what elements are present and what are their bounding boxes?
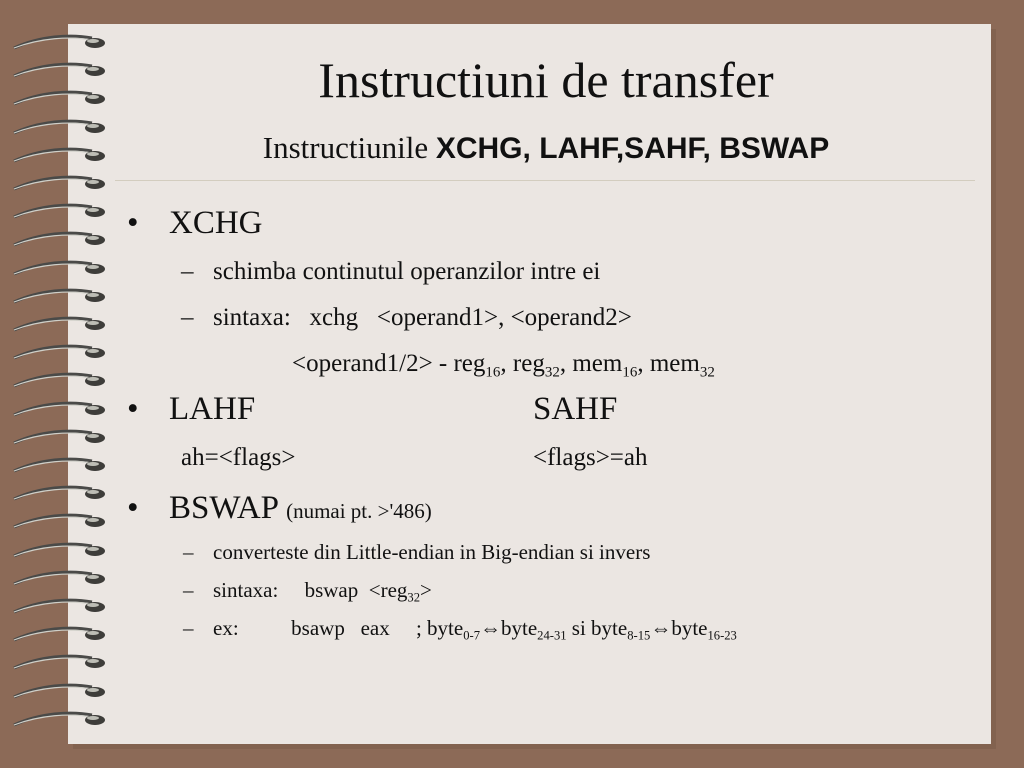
xchg-operands (292, 350, 715, 381)
bswap-example (213, 616, 737, 641)
example-sub: 16-23 (707, 628, 737, 643)
spiral-coil-icon (0, 425, 112, 451)
subtitle-instructions: XCHG, LAHF,SAHF, BSWAP (435, 132, 830, 165)
spiral-coil-icon (0, 284, 112, 310)
operands-sub: 32 (544, 364, 560, 381)
bullet-bswap (169, 490, 432, 527)
spiral-coil-icon (0, 368, 112, 394)
operands-text: , reg (500, 350, 545, 377)
dash-marker: – (181, 258, 194, 285)
example-text: byte (671, 616, 708, 640)
example-text: ex: bsawp eax ; byte (213, 616, 464, 640)
xchg-syntax: sintaxa: xchg <operand1>, <operand2> (213, 304, 632, 331)
dash-marker: – (183, 616, 194, 640)
example-text: byte (501, 616, 538, 640)
spiral-coil-icon (0, 650, 112, 676)
spiral-coil-icon (0, 340, 112, 366)
dash-marker: – (183, 578, 194, 602)
spiral-coil-icon (0, 707, 112, 733)
bullet-marker: • (127, 391, 139, 427)
operands-text: , mem (559, 350, 623, 377)
syntax-text: > (419, 578, 432, 602)
spiral-coil-icon (0, 622, 112, 648)
operands-text: <operand1/2> - reg (292, 350, 486, 377)
spiral-coil-icon (0, 481, 112, 507)
swap-arrow-icon: ⇔ (480, 616, 501, 640)
operands-sub: 16 (485, 364, 501, 381)
bullet-sahf: SAHF (533, 391, 618, 427)
example-text: si byte (566, 616, 628, 640)
spiral-coil-icon (0, 453, 112, 479)
xchg-description: schimba continutul operanzilor intre ei (213, 258, 601, 285)
spiral-coil-icon (0, 679, 112, 705)
example-sub: 24-31 (537, 628, 567, 643)
dash-marker: – (183, 540, 194, 564)
spiral-coil-icon (0, 594, 112, 620)
syntax-text: sintaxa: bswap <reg (213, 578, 408, 602)
spiral-coil-icon (0, 171, 112, 197)
title-divider (115, 180, 975, 181)
sahf-effect: <flags>=ah (533, 444, 648, 471)
bswap-description: converteste din Little-endian in Big-endian si invers (213, 540, 651, 564)
bswap-syntax (213, 578, 432, 603)
slide-title: Instructiuni de transfer (318, 52, 774, 108)
syntax-sub: 32 (407, 590, 420, 605)
bswap-note: (numai pt. >'486) (286, 499, 432, 523)
example-sub: 8-15 (627, 628, 651, 643)
spiral-coil-icon (0, 566, 112, 592)
swap-arrow-icon: ⇔ (650, 616, 672, 640)
lahf-effect: ah=<flags> (181, 444, 296, 471)
spiral-coil-icon (0, 397, 112, 423)
spiral-coil-icon (0, 227, 112, 253)
bullet-marker: • (127, 205, 139, 241)
spiral-coil-icon (0, 538, 112, 564)
subtitle-prefix: Instructiunile (262, 130, 436, 165)
spiral-coil-icon (0, 312, 112, 338)
operands-sub: 32 (699, 364, 715, 381)
spiral-coil-icon (0, 199, 112, 225)
dash-marker: – (181, 304, 194, 331)
example-sub: 0-7 (463, 628, 480, 643)
spiral-coil-icon (0, 256, 112, 282)
slide-subtitle (0, 128, 1024, 169)
bullet-marker: • (127, 490, 139, 526)
bullet-xchg: XCHG (169, 205, 263, 241)
bswap-label: BSWAP (169, 490, 278, 526)
bullet-lahf: LAHF (169, 391, 256, 427)
spiral-coil-icon (0, 509, 112, 535)
operands-sub: 16 (622, 364, 638, 381)
operands-text: , mem (637, 350, 700, 377)
